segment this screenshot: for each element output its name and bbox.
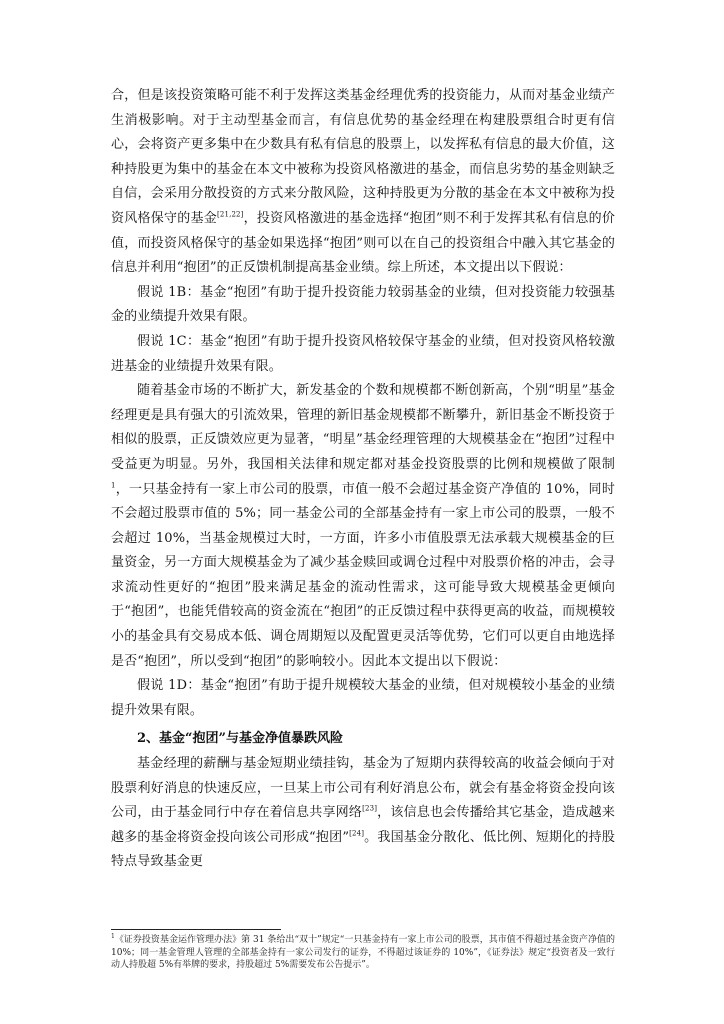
- hypothesis-1b: 假说 1B：基金“抱团”有助于提升投资能力较弱基金的业绩，但对投资能力较强基金的业绩提升效果有限。: [111, 284, 615, 325]
- paper-body: [111, 84, 615, 875]
- footnote: [111, 934, 615, 972]
- footnote-divider: [111, 929, 281, 930]
- citation-24: [24]: [349, 829, 365, 838]
- hypothesis-1d: 假说 1D：基金“抱团”有助于提升规模较大基金的业绩，但对规模较小基金的业绩提升效果有限。: [111, 678, 615, 718]
- citation-21-22: [21,22]: [216, 210, 244, 219]
- paragraph-crash-risk: 基金经理的薪酬与基金短期业绩挂钩，基金为了短期内获得较高的收益会倾向于对股票利好消息的快速反应，一旦某上市公司有利好消息公布，就会有基金将资金投向该公司，由于基金同行中存在着信息共享网络[23]，该信息也会传播给其它基金，造成越来越多的基金将资金投向该公司形成“抱团”[24]。我国基金分散化、低比例、短期化的持股特点导致基金更: [111, 756, 616, 870]
- paragraph-continuation: 合，但是该投资策略可能不利于发挥这类基金经理优秀的投资能力，从而对基金业绩产生消极影响。对于主动型基金而言，有信息优势的基金经理在构建股票组合时更有信心，会将资产更多集中在少数具有私有信息的股票上，以发挥私有信息的最大价值，这种持股更为集中的基金在本文中被称为投资风格激进的基金，而信息劣势的基金则缺乏自信，会采用分散投资的方式来分散风险，这种持股更为分散的基金在本文中被称为投资风格保守的基金[21,22]，投资风格激进的基金选择“抱团”则不利于发挥其私有信息的价值，而投资风格保守的基金如果选择“抱团”则可以在自己的投资组合中融入其它基金的信息并利用“抱团”的正反馈机制提高基金业绩。综上所述，本文提出以下假说：: [111, 88, 615, 276]
- section-heading: 2、基金“抱团”与基金净值暴跌风险: [137, 731, 344, 747]
- hypothesis-1c: 假说 1C：基金“抱团”有助于提升投资风格较保守基金的业绩，但对投资风格较激进基金的业绩提升效果有限。: [111, 333, 615, 374]
- footnote-number: 1: [111, 933, 115, 940]
- footnote-marker-1: 1: [111, 481, 116, 490]
- citation-23: [23]: [362, 804, 378, 813]
- footnote-text: 《证券投资基金运作管理办法》第 31 条给出“双十”规定“一只基金持有一家上市公司的股票，其市值不得超过基金资产净值的 10%；同一基金管理人管理的全部基金持有一家公司发行的证券，不得超过该证券的 10%”，《证券法》规定“投资者及一致行动人持股超 5%有举牌的要求，持股超过 5%需要发布公告提示”。: [111, 935, 615, 971]
- paragraph-fund-scale: 随着基金市场的不断扩大，新发基金的个数和规模都不断创新高，个别“明星”基金经理更是具有强大的引流效果，管理的新旧基金规模都不断攀升，新旧基金不断投资于相似的股票，正反馈效应更为显著，“明星”基金经理管理的大规模基金在“抱团”过程中受益更为明显。另外，我国相关法律和规定都对基金投资股票的比例和规模做了限制$^1$，一只基金持有一家上市公司的股票，市值一般不会超过基金资产净值的 10%，同时不会超过股票市值的 5%；同一基金公司的全部基金持有一家上市公司的股票，一般不会超过 10%，当基金规模过大时，一方面，许多小市值股票无法承载大规模基金的巨量资金，另一方面大规模基金为了减少基金赎回或调仓过程中对股票价格的冲击，会寻求流动性更好的“抱团”股来满足基金的流动性需求，这可能导致大规模基金更倾向于“抱团”，也能凭借较高的资金流在“抱团”的正反馈过程中获得更高的收益，而规模较小的基金具有交易成本低、调仓周期短以及配置更灵活等优势，它们可以更自由地选择是否“抱团”，所以受到“抱团”的影响较小。因此本文提出以下假说：: [111, 383, 615, 669]
